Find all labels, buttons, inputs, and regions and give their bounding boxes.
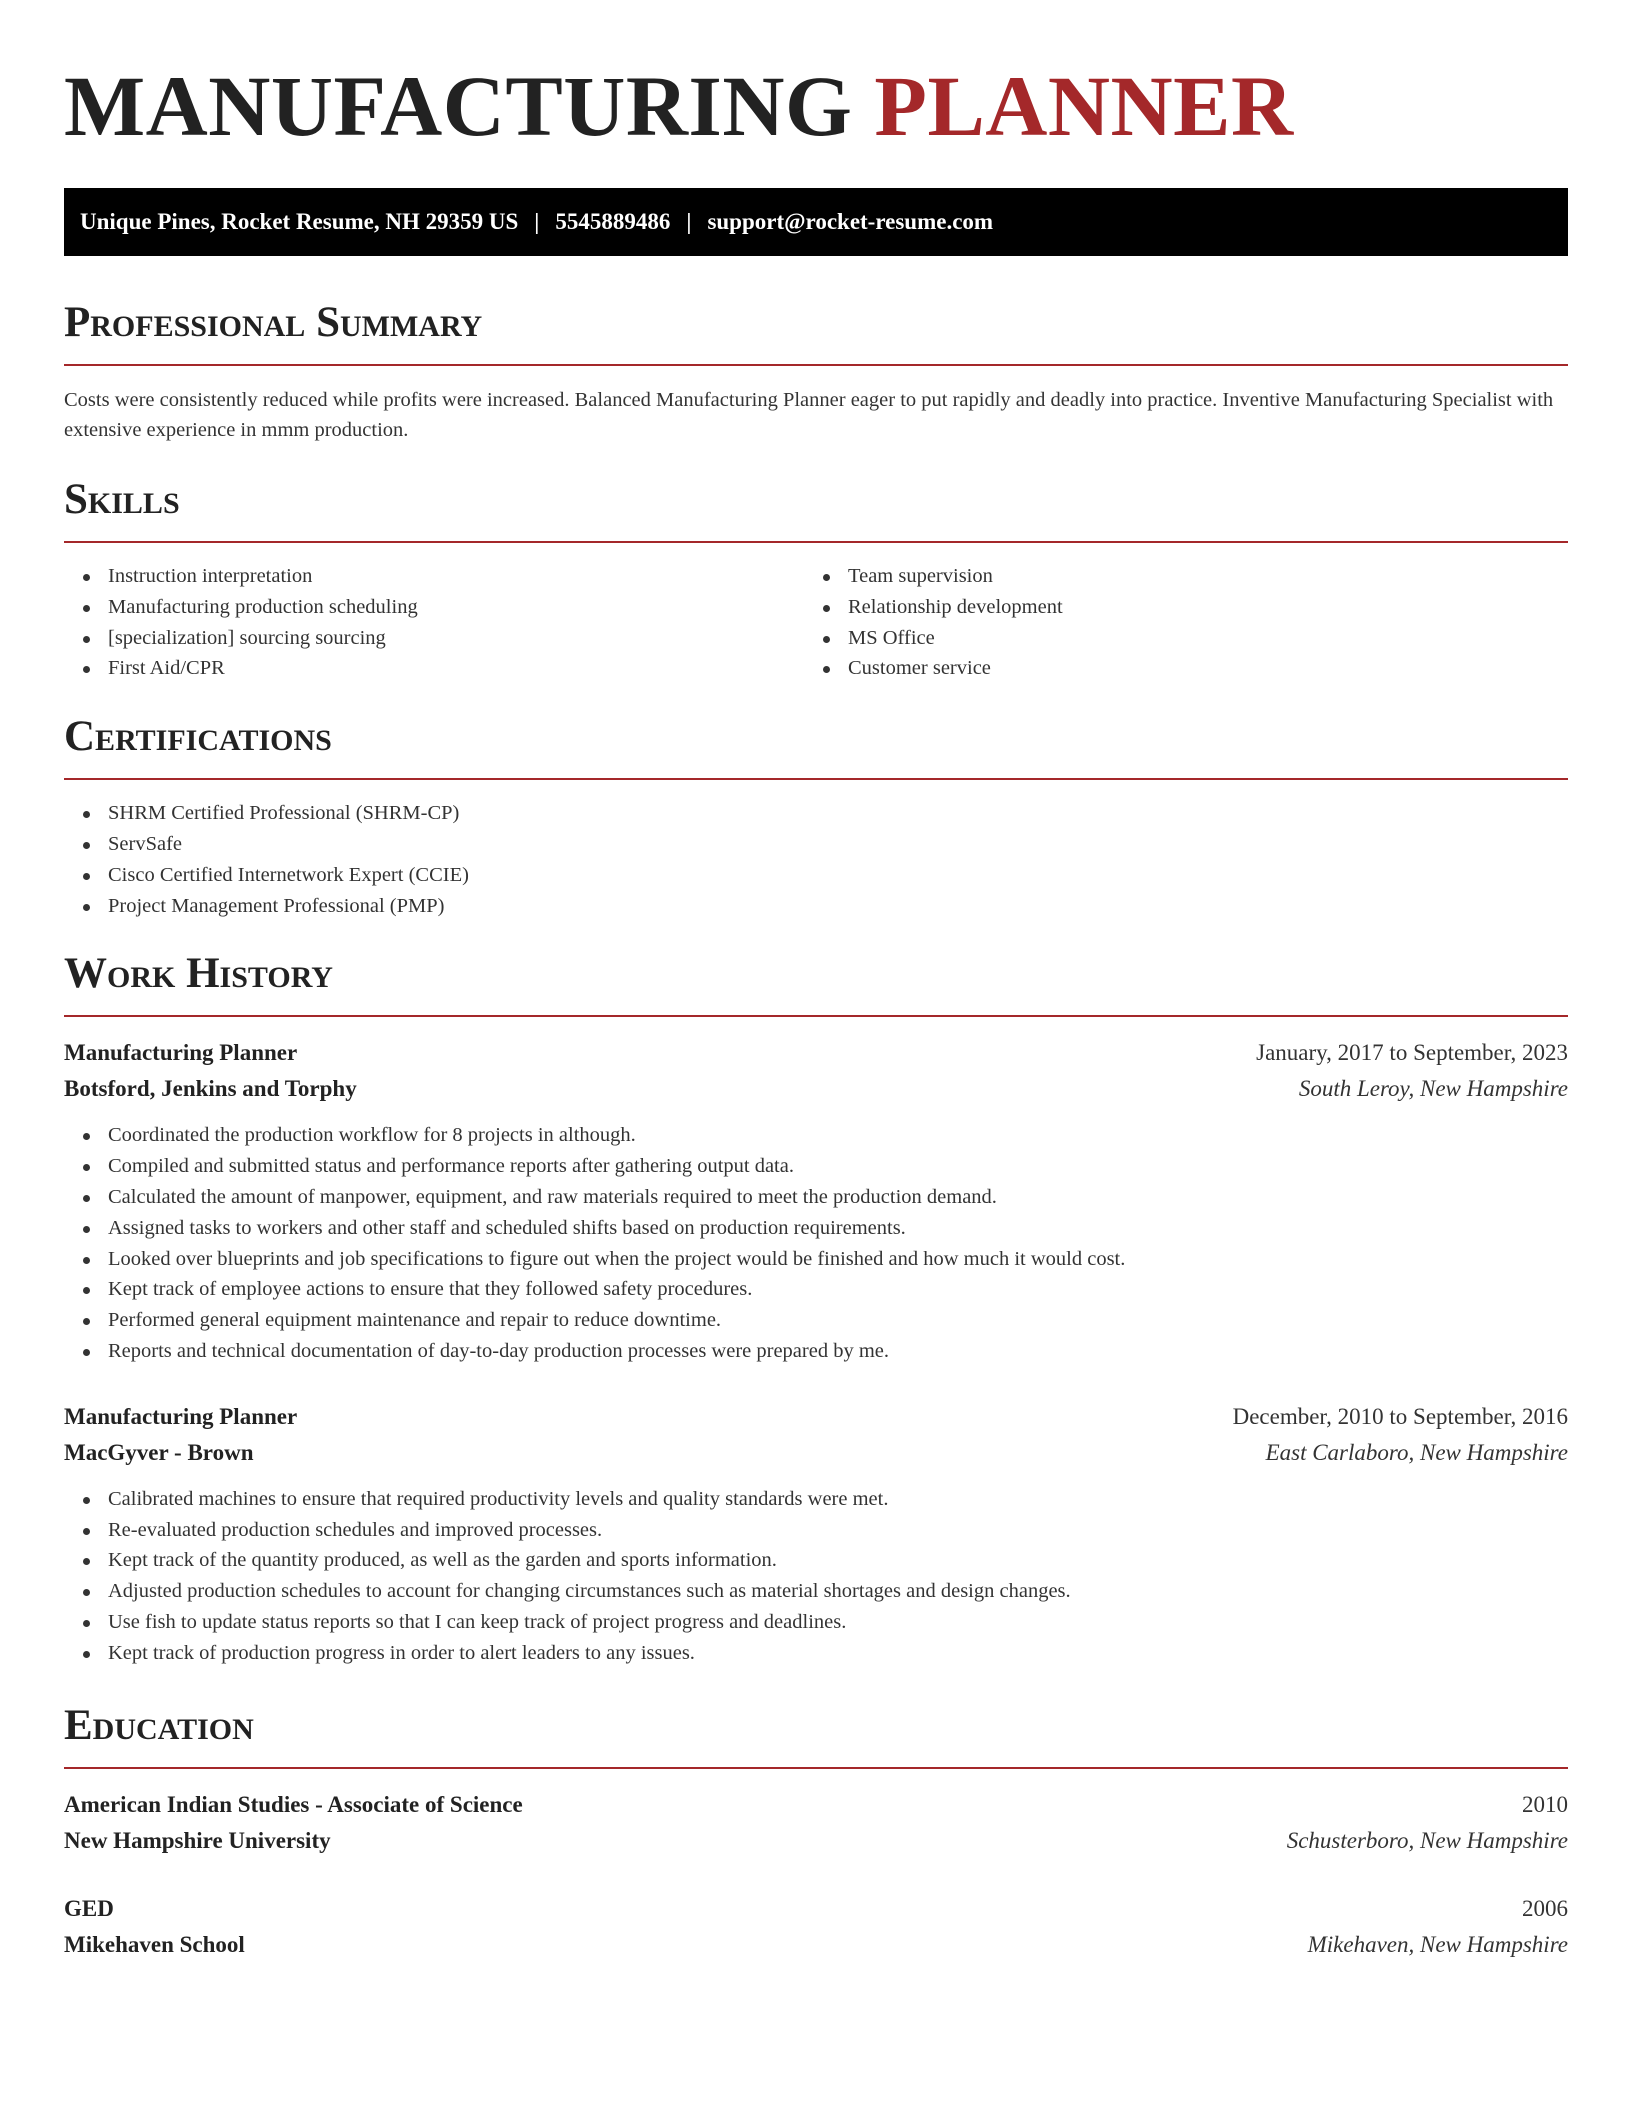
education-school: Mikehaven School — [64, 1931, 245, 1957]
contact-email: support@rocket-resume.com — [707, 209, 994, 234]
job-title: Manufacturing Planner — [64, 1403, 298, 1429]
job-duty: Assigned tasks to workers and other staff and scheduled shifts based on production requirements. — [64, 1213, 1568, 1244]
certification-item: Cisco Certified Internetwork Expert (CCIE) — [64, 860, 1568, 891]
section-divider — [64, 364, 1568, 366]
section-heading-work-history: Work History — [64, 950, 333, 998]
title-main: MANUFACTURING — [64, 58, 853, 154]
skills-section — [64, 475, 1568, 684]
education-degree: American Indian Studies - Associate of Science — [64, 1791, 523, 1817]
job-company-row — [64, 1435, 1568, 1471]
job-header-row — [64, 1035, 1568, 1071]
job-company: MacGyver - Brown — [64, 1439, 254, 1465]
summary-section — [64, 298, 1568, 445]
job-location: East Carlaboro, New Hampshire — [1265, 1439, 1568, 1465]
job-duty: Adjusted production schedules to account for changing circumstances such as material shortages and design changes. — [64, 1576, 1568, 1607]
skill-item: First Aid/CPR — [64, 653, 804, 684]
section-heading-education: Education — [64, 1701, 254, 1749]
education-school: New Hampshire University — [64, 1827, 331, 1853]
resume-title — [64, 56, 1568, 156]
job-duty: Kept track of the quantity produced, as well as the garden and sports information. — [64, 1545, 1568, 1576]
job-duties-list — [64, 1120, 1568, 1366]
job-header-row — [64, 1399, 1568, 1435]
job-duty: Use fish to update status reports so that I can keep track of project progress and deadlines. — [64, 1607, 1568, 1638]
job-duty: Calibrated machines to ensure that required productivity levels and quality standards were met. — [64, 1484, 1568, 1515]
job-duty: Kept track of employee actions to ensure that they followed safety procedures. — [64, 1274, 1568, 1305]
certifications-list — [64, 798, 1568, 921]
education-location: Schusterboro, New Hampshire — [1286, 1827, 1568, 1853]
contact-separator: | — [534, 209, 540, 234]
job-duty: Re-evaluated production schedules and improved processes. — [64, 1515, 1568, 1546]
job-duty: Coordinated the production workflow for 8 projects in although. — [64, 1120, 1568, 1151]
education-section — [64, 1701, 1568, 1963]
contact-phone: 5545889486 — [555, 209, 671, 234]
education-year: 2006 — [1522, 1895, 1568, 1921]
education-entry — [64, 1787, 1568, 1859]
summary-text: Costs were consistently reduced while profits were increased. Balanced Manufacturing Planner eager to put rapidly and deadly into practice. Inventive Manufacturing Specialist with extensive experience in mmm production. — [64, 389, 1554, 441]
section-divider — [64, 1767, 1568, 1769]
section-divider — [64, 778, 1568, 780]
section-divider — [64, 541, 1568, 543]
skill-item: [specialization] sourcing sourcing — [64, 623, 804, 654]
skill-item: Instruction interpretation — [64, 561, 804, 592]
education-degree: GED — [64, 1895, 114, 1921]
job-dates: December, 2010 to September, 2016 — [1232, 1403, 1568, 1429]
education-year: 2010 — [1522, 1791, 1568, 1817]
job-duty: Compiled and submitted status and performance reports after gathering output data. — [64, 1151, 1568, 1182]
certification-item: ServSafe — [64, 829, 1568, 860]
education-school-row — [64, 1927, 1568, 1963]
job-location: South Leroy, New Hampshire — [1298, 1076, 1568, 1102]
skills-list-right — [804, 561, 1544, 684]
education-location: Mikehaven, New Hampshire — [1307, 1931, 1568, 1957]
job-duty: Calculated the amount of manpower, equipment, and raw materials required to meet the production demand. — [64, 1182, 1568, 1213]
section-heading-skills: Skills — [64, 476, 180, 523]
certification-item: SHRM Certified Professional (SHRM-CP) — [64, 798, 1568, 829]
job-entry — [64, 1399, 1568, 1669]
skills-grid — [64, 561, 1568, 684]
certifications-section — [64, 712, 1568, 921]
certification-item: Project Management Professional (PMP) — [64, 891, 1568, 922]
job-duty: Looked over blueprints and job specifications to figure out when the project would be finished and how much it would cost. — [64, 1244, 1568, 1275]
skill-item: Customer service — [804, 653, 1544, 684]
work-history-section — [64, 949, 1568, 1668]
section-heading-summary: Professional Summary — [64, 299, 483, 346]
education-entry — [64, 1891, 1568, 1963]
job-duty: Reports and technical documentation of day-to-day production processes were prepared by me. — [64, 1336, 1568, 1367]
job-dates: January, 2017 to September, 2023 — [1256, 1040, 1568, 1066]
section-heading-certifications: Certifications — [64, 713, 332, 761]
job-duties-list — [64, 1484, 1568, 1669]
section-divider — [64, 1015, 1568, 1017]
education-school-row — [64, 1823, 1568, 1859]
education-header-row — [64, 1891, 1568, 1927]
skill-item: Team supervision — [804, 561, 1544, 592]
job-duty: Kept track of production progress in order to alert leaders to any issues. — [64, 1638, 1568, 1669]
skill-item: Relationship development — [804, 592, 1544, 623]
skill-item: MS Office — [804, 623, 1544, 654]
job-company: Botsford, Jenkins and Torphy — [64, 1076, 357, 1102]
education-header-row — [64, 1787, 1568, 1823]
title-accent: PLANNER — [874, 58, 1294, 154]
contact-address: Unique Pines, Rocket Resume, NH 29359 US — [80, 209, 519, 234]
job-entry — [64, 1035, 1568, 1366]
skills-list-left — [64, 561, 804, 684]
contact-separator: | — [686, 209, 692, 234]
job-title: Manufacturing Planner — [64, 1040, 298, 1066]
contact-bar — [64, 188, 1568, 256]
job-company-row — [64, 1071, 1568, 1107]
skill-item: Manufacturing production scheduling — [64, 592, 804, 623]
job-duty: Performed general equipment maintenance and repair to reduce downtime. — [64, 1305, 1568, 1336]
